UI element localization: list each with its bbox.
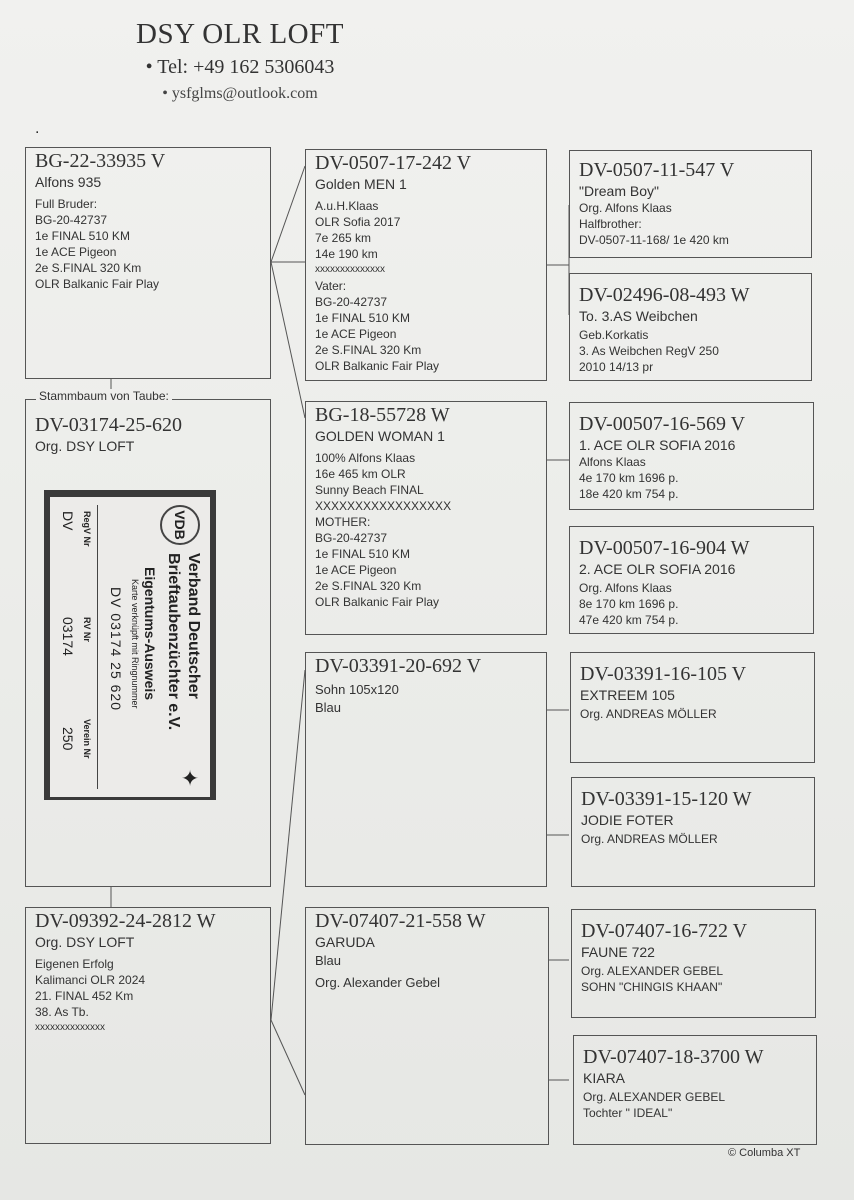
great-grandparent-ring: DV-03391-16-105 V [580,663,747,685]
grandparent-name: Sohn 105x120 [315,682,399,697]
pedigree-title: Stammbaum von Taube: [36,389,172,403]
great-grandparent-ring: DV-00507-16-569 V [579,413,746,435]
grandparent-ring: DV-0507-17-242 V [315,152,472,174]
great-grandparent-card [569,273,812,381]
main-origin: Org. DSY LOFT [35,438,135,454]
great-grandparent-line: Org. ANDREAS MÖLLER [580,707,717,721]
great-grandparent-ring: DV-0507-11-547 V [579,159,735,181]
mother-line: 21. FINAL 452 Km [35,989,134,1003]
card-value-rv: 03174 [60,617,76,656]
card-value-verein: 250 [60,727,76,751]
great-grandparent-line: Org. ALEXANDER GEBEL [583,1090,726,1104]
great-grandparent-line: 4e 170 km 1696 p. [579,471,679,485]
great-grandparent-card [569,402,814,510]
breeder-name: DSY OLR LOFT [136,18,344,50]
great-grandparent-ring: DV-07407-18-3700 W [583,1046,764,1068]
grandparent-name: GOLDEN WOMAN 1 [315,428,445,444]
father-line: 1e FINAL 510 KM [35,229,130,243]
grandparent-card [305,149,547,381]
grandparent-line: 100% Alfons Klaas [315,451,416,465]
grandparent-line: 2e S.FINAL 320 Km [315,579,422,593]
great-grandparent-card [571,777,815,887]
breeder-email: • ysfglms@outlook.com [162,85,318,102]
great-grandparent-name: EXTREEM 105 [580,687,675,703]
father-name: Alfons 935 [35,174,102,190]
mother-card [25,907,271,1144]
mother-name: Org. DSY LOFT [35,934,135,950]
great-grandparent-card [569,150,812,258]
card-label-verein: Verein Nr [82,719,92,759]
card-title: Eigentums-Ausweis [142,567,158,701]
mother-line: Kalimanci OLR 2024 [35,973,146,987]
grandparent-line: XXXXXXXXXXXXXXXXX [315,499,452,513]
great-grandparent-line: DV-0507-11-168/ 1e 420 km [579,233,729,247]
grandparent-ring: BG-18-55728 W [315,404,450,426]
father-line: 2e S.FINAL 320 Km [35,261,142,275]
grandparent-ring: DV-03391-20-692 V [315,655,482,677]
card-subtitle: Karte verknüpft mit Ringnummer [130,579,140,709]
great-grandparent-line: Org. ALEXANDER GEBEL [581,964,724,978]
great-grandparent-card [573,1035,817,1145]
great-grandparent-name: 2. ACE OLR SOFIA 2016 [579,561,736,577]
great-grandparent-line: Org. Alfons Klaas [579,201,672,215]
card-label-regv: RegV Nr [82,511,92,547]
card-rule [97,505,98,789]
mother-line: 38. As Tb. [35,1005,89,1019]
grandparent-line: Blau [315,700,342,715]
great-grandparent-line: 47e 420 km 754 p. [579,613,679,627]
grandparent-line: 1e FINAL 510 KM [315,311,410,325]
card-org-line2: Brieftaubenzüchter e.V. [165,553,182,731]
great-grandparent-name: To. 3.AS Weibchen [579,308,698,324]
great-grandparent-ring: DV-02496-08-493 W [579,284,750,306]
great-grandparent-ring: DV-07407-16-722 V [581,920,748,942]
grandparent-line: 16e 465 km OLR [315,467,406,481]
great-grandparent-name: KIARA [583,1070,626,1086]
great-grandparent-line: Org. ANDREAS MÖLLER [581,832,718,846]
great-grandparent-ring: DV-00507-16-904 W [579,537,750,559]
great-grandparent-line: Halfbrother: [579,217,642,231]
card-value-regv: DV [60,511,76,531]
great-grandparent-card [571,909,816,1018]
mother-ring: DV-09392-24-2812 W [35,910,216,932]
grandparent-line: Vater: [315,279,347,293]
grandparent-line: OLR Balkanic Fair Play [315,595,440,609]
grandparent-name: GARUDA [315,934,375,950]
grandparent-card [305,401,547,635]
grandparent-line: Blau [315,953,342,968]
grandparent-line: OLR Balkanic Fair Play [315,359,440,373]
pigeon-icon: ✦ [177,768,202,787]
ownership-card [44,490,216,800]
mother-line: Eigenen Erfolg [35,957,114,971]
grandparent-line: A.u.H.Klaas [315,199,379,213]
great-grandparent-line: 18e 420 km 754 p. [579,487,679,501]
great-grandparent-name: 1. ACE OLR SOFIA 2016 [579,437,736,453]
grandparent-line: 2e S.FINAL 320 Km [315,343,422,357]
father-line: BG-20-42737 [35,213,108,227]
grandparent-line: xxxxxxxxxxxxxx [315,264,385,275]
grandparent-ring: DV-07407-21-558 W [315,910,486,932]
great-grandparent-name: FAUNE 722 [581,944,655,960]
grandparent-line: 1e ACE Pigeon [315,327,397,341]
great-grandparent-card [569,526,814,634]
great-grandparent-line: Alfons Klaas [579,455,646,469]
grandparent-name: Golden MEN 1 [315,176,407,192]
father-ring: BG-22-33935 V [35,150,166,172]
stray-dot: . [35,120,40,137]
great-grandparent-line: 3. As Weibchen RegV 250 [579,344,719,358]
main-ring: DV-03174-25-620 [35,414,183,436]
great-grandparent-line: SOHN "CHINGIS KHAAN" [581,980,723,994]
great-grandparent-ring: DV-03391-15-120 W [581,788,752,810]
breeder-phone: • Tel: +49 162 5306043 [145,56,335,78]
great-grandparent-line: Tochter " IDEAL" [583,1106,673,1120]
grandparent-line: 1e FINAL 510 KM [315,547,410,561]
vdb-seal-icon: VDB [160,505,200,545]
software-credit: © Columba XT [728,1147,801,1159]
grandparent-line: 14e 190 km [315,247,378,261]
father-line: OLR Balkanic Fair Play [35,277,160,291]
card-label-rv: RV Nr [82,617,92,642]
mother-line: xxxxxxxxxxxxxx [35,1022,105,1033]
grandparent-card [305,907,549,1145]
father-card [25,147,271,379]
great-grandparent-line: 8e 170 km 1696 p. [579,597,679,611]
grandparent-line: OLR Sofia 2017 [315,215,401,229]
great-grandparent-name: JODIE FOTER [581,812,674,828]
great-grandparent-line: Geb.Korkatis [579,328,649,342]
card-org-line1: Verband Deutscher [185,553,202,699]
grandparent-line: BG-20-42737 [315,531,388,545]
grandparent-line: 7e 265 km [315,231,372,245]
grandparent-line: 1e ACE Pigeon [315,563,397,577]
grandparent-card [305,652,547,887]
grandparent-line: Sunny Beach FINAL [315,483,424,497]
father-line: 1e ACE Pigeon [35,245,117,259]
great-grandparent-line: Org. Alfons Klaas [579,581,672,595]
grandparent-line: Org. Alexander Gebel [315,975,441,990]
great-grandparent-name: "Dream Boy" [579,183,659,199]
card-ring-number: DV 03174 25 620 [108,587,124,711]
grandparent-line: BG-20-42737 [315,295,388,309]
grandparent-line: MOTHER: [315,515,371,529]
great-grandparent-line: 2010 14/13 pr [579,360,654,374]
father-line: Full Bruder: [35,197,98,211]
great-grandparent-card [570,652,815,763]
